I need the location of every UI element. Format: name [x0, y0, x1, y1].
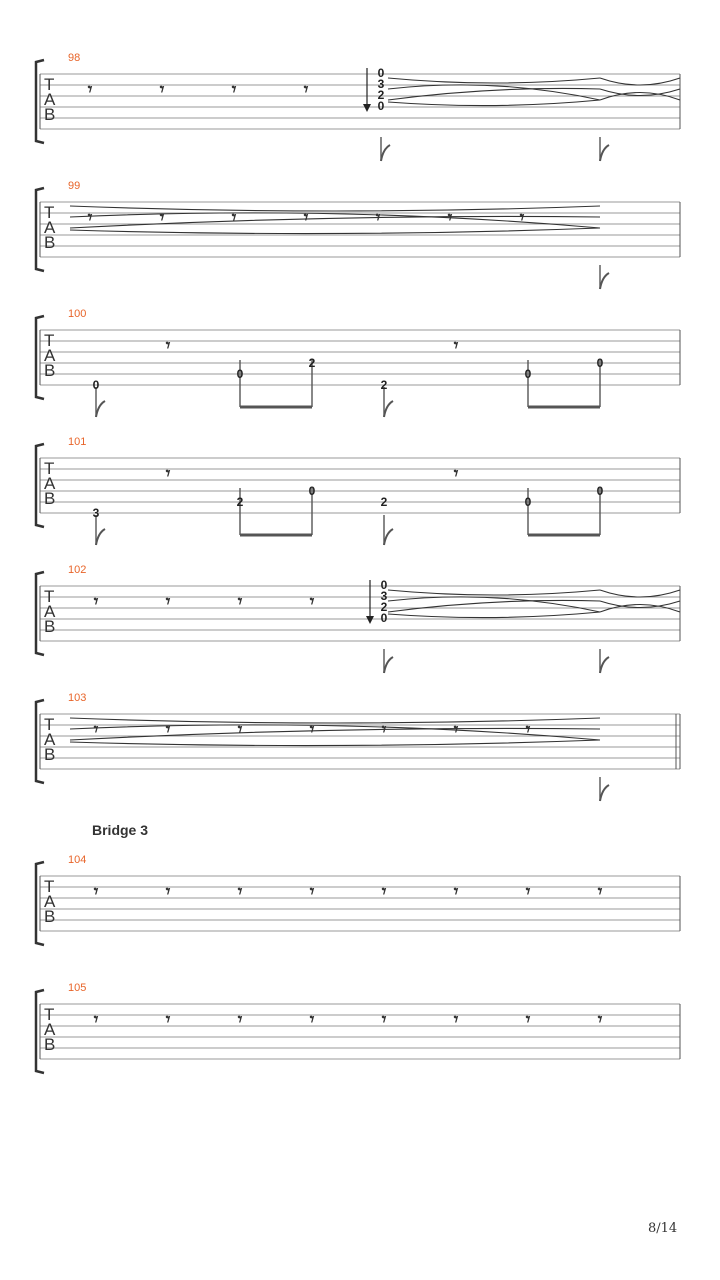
eighth-rest: 𝄾 — [447, 208, 453, 228]
fret-number: 2 — [380, 378, 388, 392]
eighth-rest: 𝄾 — [165, 336, 171, 356]
eighth-rest: 𝄾 — [453, 464, 459, 484]
tab-clef-letter: T — [44, 203, 55, 222]
eighth-rest: 𝄾 — [381, 1010, 387, 1030]
eighth-rest: 𝄾 — [165, 592, 171, 612]
tab-clef-letter: T — [44, 715, 55, 734]
tab-clef-letter: A — [44, 474, 56, 493]
tab-clef-letter: B — [44, 1035, 56, 1054]
tab-clef-letter: B — [44, 617, 56, 636]
tab-clef-letter: T — [44, 331, 55, 350]
tab-clef-letter: A — [44, 346, 56, 365]
eighth-rest: 𝄾 — [309, 592, 315, 612]
fret-number: 0 — [92, 378, 100, 392]
fret-number: 0 — [596, 356, 604, 370]
fret-number: 2 — [308, 356, 316, 370]
eighth-rest: 𝄾 — [159, 208, 165, 228]
eighth-rest: 𝄾 — [453, 1010, 459, 1030]
eighth-rest: 𝄾 — [375, 208, 381, 228]
eighth-rest: 𝄾 — [237, 720, 243, 740]
tab-clef-letter: B — [44, 489, 56, 508]
fret-number: 0 — [524, 367, 532, 381]
measure-number: 103 — [68, 692, 87, 704]
eighth-rest: 𝄾 — [597, 882, 603, 902]
eighth-rest: 𝄾 — [381, 720, 387, 740]
eighth-rest: 𝄾 — [237, 882, 243, 902]
chord-fret-number: 2 — [380, 600, 388, 614]
eighth-rest: 𝄾 — [87, 80, 93, 100]
section-label: Bridge 3 — [92, 822, 149, 838]
measure-number: 98 — [68, 52, 81, 64]
eighth-rest: 𝄾 — [93, 592, 99, 612]
tab-clef-letter: A — [44, 218, 56, 237]
chord-fret-number: 0 — [377, 99, 385, 113]
measure-number: 102 — [68, 564, 87, 576]
eighth-rest: 𝄾 — [525, 882, 531, 902]
tab-clef-letter: B — [44, 361, 56, 380]
tab-clef-letter: B — [44, 105, 56, 124]
eighth-rest: 𝄾 — [237, 592, 243, 612]
tab-clef-letter: T — [44, 1005, 55, 1024]
measure-number: 105 — [68, 982, 87, 994]
eighth-rest: 𝄾 — [519, 208, 525, 228]
tab-clef-letter: A — [44, 892, 56, 911]
tab-clef-letter: T — [44, 877, 55, 896]
eighth-rest: 𝄾 — [165, 464, 171, 484]
fret-number: 2 — [380, 495, 388, 509]
eighth-rest: 𝄾 — [93, 1010, 99, 1030]
fret-number: 0 — [524, 495, 532, 509]
eighth-rest: 𝄾 — [165, 720, 171, 740]
eighth-rest: 𝄾 — [309, 882, 315, 902]
eighth-rest: 𝄾 — [165, 1010, 171, 1030]
eighth-rest: 𝄾 — [231, 80, 237, 100]
page-number: 8/14 — [648, 1221, 678, 1236]
chord-fret-number: 3 — [377, 77, 385, 91]
eighth-rest: 𝄾 — [525, 720, 531, 740]
eighth-rest: 𝄾 — [87, 208, 93, 228]
measure-number: 101 — [68, 436, 87, 448]
fret-number: 2 — [236, 495, 244, 509]
tab-clef-letter: T — [44, 587, 55, 606]
chord-fret-number: 2 — [377, 88, 385, 102]
tab-clef-letter: T — [44, 75, 55, 94]
tab-clef-letter: A — [44, 90, 56, 109]
fret-number: 0 — [596, 484, 604, 498]
eighth-rest: 𝄾 — [165, 882, 171, 902]
eighth-rest: 𝄾 — [309, 720, 315, 740]
eighth-rest: 𝄾 — [453, 720, 459, 740]
tab-clef-letter: B — [44, 745, 56, 764]
fret-number: 0 — [308, 484, 316, 498]
tab-clef-letter: T — [44, 459, 55, 478]
tab-clef-letter: B — [44, 907, 56, 926]
eighth-rest: 𝄾 — [237, 1010, 243, 1030]
eighth-rest: 𝄾 — [309, 1010, 315, 1030]
measure-number: 104 — [68, 854, 87, 866]
fret-number: 0 — [236, 367, 244, 381]
eighth-rest: 𝄾 — [93, 720, 99, 740]
tab-clef-letter: A — [44, 1020, 56, 1039]
tab-clef-letter: A — [44, 730, 56, 749]
eighth-rest: 𝄾 — [303, 80, 309, 100]
fret-number: 3 — [92, 506, 100, 520]
eighth-rest: 𝄾 — [453, 336, 459, 356]
measure-number: 99 — [68, 180, 81, 192]
chord-fret-number: 3 — [380, 589, 388, 603]
eighth-rest: 𝄾 — [597, 1010, 603, 1030]
eighth-rest: 𝄾 — [381, 882, 387, 902]
eighth-rest: 𝄾 — [159, 80, 165, 100]
tab-clef-letter: A — [44, 602, 56, 621]
chord-fret-number: 0 — [380, 578, 388, 592]
tab-clef-letter: B — [44, 233, 56, 252]
eighth-rest: 𝄾 — [231, 208, 237, 228]
eighth-rest: 𝄾 — [93, 882, 99, 902]
measure-number: 100 — [68, 308, 87, 320]
eighth-rest: 𝄾 — [303, 208, 309, 228]
eighth-rest: 𝄾 — [453, 882, 459, 902]
eighth-rest: 𝄾 — [525, 1010, 531, 1030]
chord-fret-number: 0 — [380, 611, 388, 625]
chord-fret-number: 0 — [377, 66, 385, 80]
